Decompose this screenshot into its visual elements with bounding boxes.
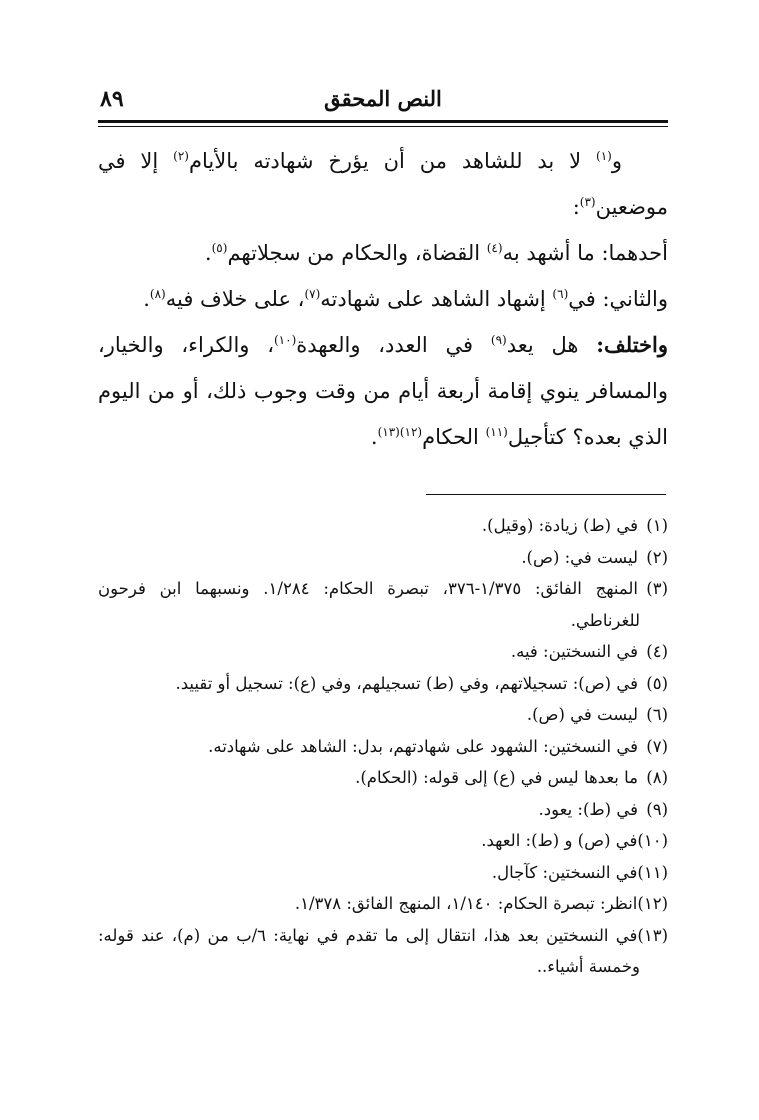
text-run: في العدد، والعهدة [296,333,491,357]
footnote-text: في (ط): يعود. [538,799,638,819]
bold-lead: واختلف: [596,332,668,357]
footnote-number: (١٣) [637,925,669,945]
running-title: النص المحقق [324,86,442,111]
footnote-ref[interactable]: (٢) [173,149,189,163]
text-run: . [143,287,150,311]
footnote-ref[interactable]: (٨) [149,287,166,301]
footnote-item [98,762,668,794]
page-header [98,86,668,114]
footnote-text: في (ص) و (ط): العهد. [481,831,638,850]
footnote-number: (٧) [646,736,668,756]
footnote-ref[interactable]: (١٢)(١٣) [377,425,423,439]
footnote-text: وخمسة أشياء.. [536,957,640,976]
footnote-item [98,888,668,920]
paragraph-2 [98,230,668,276]
footnote-number: (٦) [646,705,668,724]
text-run: الحكام [422,425,486,449]
footnotes [98,510,668,983]
footnote-ref[interactable]: (٣) [579,195,596,209]
footnote-ref[interactable]: (١٠) [273,333,297,347]
footnote-text: انظر: تبصرة الحكام: ١/١٤٠، المنهج الفائق: ١/٣٧٨. [294,894,638,913]
footnote-ref[interactable]: (٥) [211,241,228,255]
footnote-text: في النسختين: الشهود على شهادتهم، بدل: الشاهد على شهادته. [208,736,638,756]
footnote-item [98,731,668,763]
footnote-ref[interactable]: (٤) [486,241,503,255]
footnote-text: في النسختين: كآجال. [491,862,638,882]
footnote-text: ما بعدها ليس في (ع) إلى قوله: (الحكام). [355,768,638,787]
footnote-item [98,510,668,542]
footnote-number: (٥) [646,673,668,693]
text-run: . [370,425,378,449]
paragraph-3 [98,276,668,322]
footnote-ref[interactable]: (٧) [304,287,321,301]
footnote-text: في النسختين: فيه. [510,642,638,661]
footnote-item [98,857,668,889]
header-rule-thin [98,126,668,127]
footnote-number: (١٠) [637,831,668,850]
footnote-separator [426,494,666,495]
footnote-item [98,636,668,668]
text-run: والثاني: في [568,287,668,311]
footnote-item [98,699,668,731]
main-text [98,138,668,460]
footnote-number: (٨) [646,768,668,787]
text-run: أحدهما: ما أشهد به [502,241,668,265]
footnote-item [98,825,668,857]
footnote-number: (٣) [646,579,668,598]
footnote-item [98,668,668,700]
footnote-ref[interactable]: (٦) [552,287,569,301]
text-run: و [611,149,622,173]
footnote-ref[interactable]: (١) [596,149,612,163]
footnote-item [98,920,668,952]
footnote-text: ليست في (ص). [526,705,638,724]
footnote-number: (٢) [646,547,668,567]
footnote-number: (١٢) [637,894,668,913]
paragraph-4 [98,322,668,460]
footnote-text: في النسختين بعد هذا، انتقال إلى ما تقدم في نهاية: ٦/ب من (م)، عند قوله: [98,925,638,945]
footnote-continuation [98,951,668,983]
footnote-continuation [98,605,668,637]
text-run: : [572,195,580,219]
footnote-text: ليست في: (ص). [521,547,638,567]
text-run: إلا في موضعين [98,149,668,219]
text-run: ، على خلاف فيه [165,287,305,311]
footnote-item [98,794,668,826]
footnote-text: المنهج الفائق: ١/٣٧٥-٣٧٦، تبصرة الحكام: ١/٢٨٤. ونسبهما ابن فرحون [98,579,638,598]
footnote-number: (٤) [646,642,668,661]
header-rule-thick [98,120,668,123]
footnote-ref[interactable]: (٩) [490,333,507,347]
footnote-item [98,542,668,574]
text-run: إشهاد الشاهد على شهادته [320,287,553,311]
text-run: . [204,241,212,265]
footnote-text: للغرناطي. [570,610,640,630]
paragraph-1 [98,138,668,230]
text-run: القضاة، والحكام من سجلاتهم [227,241,487,265]
page-number: ٨٩ [100,86,124,112]
footnote-text: في (ط) زيادة: (وقيل). [481,516,638,535]
text-run: ، والكراء، والخيار، والمسافر ينوي إقامة أربعة أيام من وقت وجوب ذلك، أو من اليوم الذي بعده؟ كتأجيل [98,333,668,449]
footnote-number: (١١) [637,862,668,882]
text-run: لا بد للشاهد من أن يؤرخ شهادته بالأيام [188,149,596,173]
footnote-ref[interactable]: (١١) [485,425,508,439]
footnote-number: (٩) [646,799,668,819]
footnote-text: في (ص): تسجيلاتهم، وفي (ط) تسجيلهم، وفي (ع): تسجيل أو تقييد. [175,673,638,693]
text-run: هل يعد [506,333,597,357]
footnote-item [98,573,668,605]
footnote-number: (١) [646,516,668,535]
